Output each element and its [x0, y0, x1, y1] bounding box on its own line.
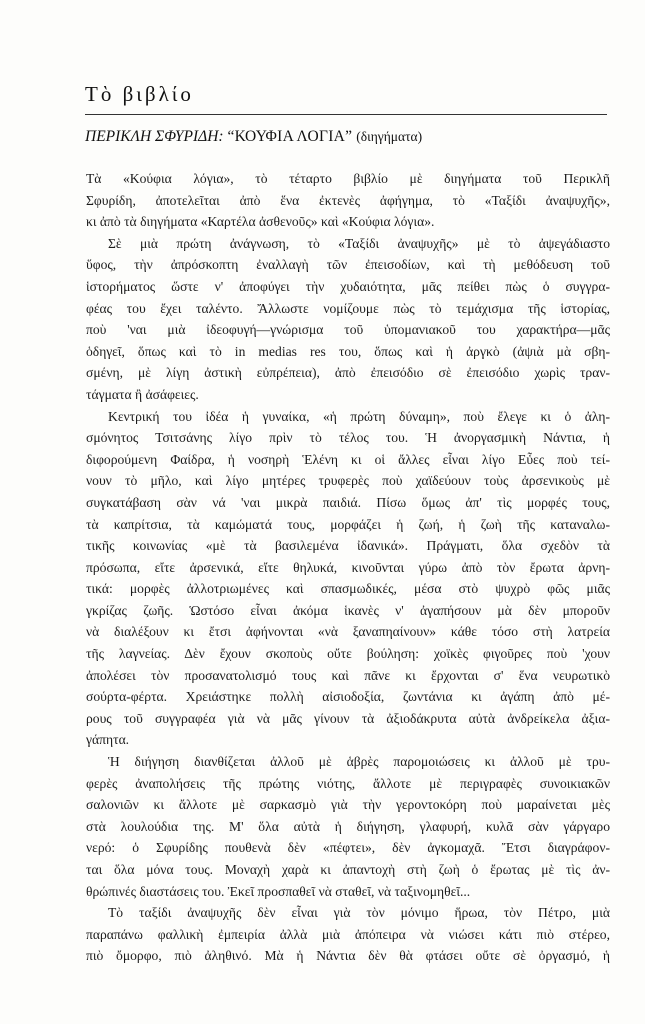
text-line: πιὸ ὄμορφο, πιὸ ἀληθινό. Μὰ ἡ Νάντια δὲν θὰ φτάσει οὔτε σὲ ὀργασμό, ἡ	[86, 948, 610, 964]
text-line: τῆς λαγνείας. Δὲν ἔχουν σκοποὺς οὔτε βούληση: χοϊκὲς φιγοῦρες ποὺ 'χουν	[86, 646, 610, 662]
section-title: Τὸ βιβλίο	[85, 82, 194, 106]
review-body	[86, 168, 610, 967]
text-line: Ἡ διήγηση διανθίζεται ἀλλοῦ μὲ ἁβρὲς παρομοιώσεις κι ἀλλοῦ μὲ τρυ-	[108, 754, 610, 770]
text-line: νὰ διαλέξουν κι ἔτσι ἀφήνονται «νὰ ξαναπηαίνουν» κάθε τόσο στὴ λατρεία	[86, 624, 610, 640]
text-line: Τὸ ταξίδι ἀναψυχῆς δὲν εἶναι γιὰ τὸν μόνιμο ἥρωα, τὸν Πέτρο, μιὰ	[108, 905, 610, 921]
text-line: τὰ καπρίτσια, τὰ καμώματά τους, μορφάζει ἡ ζωή, ἡ ζωὴ τῆς καταναλω-	[86, 516, 610, 532]
text-line: νερό: ὁ Σφυρίδης πουθενὰ δὲν «πέφτει», δὲν ἀγκομαχᾶ. Ἔτσι διαγράφον-	[86, 840, 610, 856]
text-line: παραπάνω φαλλικὴ ἐμπειρία ἀλλὰ μιὰ ἀπόπειρα νὰ νιώσει κάτι πιὸ στέρεο,	[86, 926, 610, 942]
text-line: σούρτα-φέρτα. Χρειάστηκε πολλὴ αἰσιοδοξία, ζωντάνια κι ἀγάπη ἀπὸ μέ-	[86, 689, 610, 705]
review-heading	[85, 128, 607, 146]
text-line: ποὺ 'ναι μιὰ ἰδεοφυγή—γνώρισμα τοῦ ὑπομανιακοῦ του χαρακτήρα—μᾶς	[86, 322, 610, 338]
text-line: ὕφος, τὴν ἀπρόσκοπτη ἐναλλαγὴ τῶν ἐπεισοδίων, καὶ τὴ μεθόδευση τοῦ	[86, 257, 610, 273]
text-line: Σφυρίδη, ἀποτελεῖται ἀπὸ ἕνα ἐκτενὲς ἀφήγημα, τὸ «Ταξίδι ἀναψυχῆς»,	[86, 192, 610, 208]
text-line: στὰ λουλούδια της. Μ' ὅλα αὐτὰ ἡ διήγηση, γλαφυρή, κυλᾶ σὰν γάργαρο	[86, 818, 610, 834]
text-line: κι ἀπὸ τὰ διηγήματα «Καρτέλα ἀσθενοῦς» καὶ «Κούφια λόγια».	[86, 214, 435, 230]
text-line: τικά: μορφὲς ἀλλοτριωμένες καὶ σπασμωδικές, μέσα στὸ ψυχρὸ φῶς μιᾶς	[86, 581, 610, 597]
text-line: ται ὅλα μόνα τους. Μοναχὴ χαρὰ κι ἀπαντοχὴ στὴ ζωὴ ὁ ἔρωτας μὲ τὶς ἀν-	[86, 862, 610, 877]
text-line: πρόσωπα, εἴτε ἀρσενικά, εἴτε θηλυκά, κινοῦνται γύρω ἀπὸ τὸν ἔρωτα ἀρνη-	[86, 559, 610, 575]
text-line: σμόνητος Τσιτσάνης λίγο πρὶν τὸ τέλος του. Ἡ ἀνοργασμικὴ Νάντια, ἡ	[86, 430, 610, 446]
text-line: φερὲς ἀναπολήσεις τῆς πρώτης νιότης, ἄλλοτε μὲ περιγραφὲς συνοικιακῶν	[86, 775, 610, 791]
text-line: φέας του ἔχει ταλέντο. Ἄλλωστε νομίζουμε πὼς τὸ τεμάχισμα τῆς ἱστορίας,	[86, 300, 610, 316]
text-line: ὁδηγεῖ, ὅπως καὶ τὸ in medias res του, ὅπως καὶ ἡ ἀργκὸ (ἀψιὰ μὰ σβη-	[86, 343, 610, 359]
text-line: γκρίζας ζωῆς. Ὡστόσο εἶναι ἀκόμα ἱκανὲς ν' ἀγαπήσουν μὰ δὲν μποροῦν	[86, 602, 610, 618]
text-line: Κεντρική του ἰδέα ἡ γυναίκα, «ἡ πρώτη δύναμη», ποὺ ἔλεγε κι ὁ ἀλη-	[108, 408, 610, 424]
text-line: σμένη, μὲ λίγη ἀστικὴ εὐπρέπεια), ἀπὸ ἐπεισόδιο σὲ ἐπεισόδιο χωρὶς τραν-	[86, 365, 610, 381]
text-line: τικῆς κοινωνίας «μὲ τὰ βασιλεμένα ἰδανικά». Πράγματι, ὅλα σχεδὸν τὰ	[86, 538, 610, 554]
text-line: γάπητα.	[86, 732, 130, 748]
text-line: διφορούμενη Φαίδρα, ἡ νοσηρὴ Ἑλένη κι οἱ ἄλλες εἶναι λίγο Εὖες ποὺ τεί-	[86, 451, 610, 467]
author-name: ΠΕΡΙΚΛΗ ΣΦΥΡΙΔΗ:	[85, 128, 224, 145]
text-line: νουν τὸ μῆλο, καὶ λίγο μητέρες τρυφερὲς ποὺ χαϊδεύουν τοὺς ἀρσενικοὺς μὲ	[86, 473, 610, 489]
text-line: σαλονιῶν κι ἄλλοτε μὲ σαρκασμὸ γιὰ τὴν γεροντοκόρη ποὺ μαραίνεται μὲς	[86, 797, 610, 813]
section-header	[85, 80, 607, 115]
text-line: Τὰ «Κούφια λόγια», τὸ τέταρτο βιβλίο μὲ διηγήματα τοῦ Περικλῆ	[86, 171, 610, 186]
text-line: συγκατάβαση σὰν νά 'ναι μικρὰ παιδιά. Πίσω ὅμως ἀπ' τὶς μορφές τους,	[86, 494, 610, 510]
text-line: θρώπινές διαστάσεις του. Ἐκεῖ προσπαθεῖ νὰ σταθεῖ, νὰ ταξινομηθεῖ...	[86, 883, 471, 899]
text-line: ἱστορήματος ὥστε ν' ἀποφύγει τὴν χυδαιότητα, μᾶς πείθει πὼς ὁ συγγρα-	[86, 278, 610, 294]
book-genre: (διηγήματα)	[356, 129, 423, 144]
book-title: “ΚΟΥΦΙΑ ΛΟΓΙΑ”	[227, 128, 353, 145]
text-line: ρους τοῦ συγγραφέα γιὰ νὰ μᾶς γίνουν τὰ ἀξιοδάκρυτα αὐτὰ ἀνδρείκελα ἀξια-	[86, 710, 610, 726]
text-line: Σὲ μιὰ πρώτη ἀνάγνωση, τὸ «Ταξίδι ἀναψυχῆς» μὲ τὸ ἀψεγάδιαστο	[108, 235, 610, 251]
text-line: τάγματα ἢ ἀσάφειες.	[86, 386, 199, 402]
text-line: ἀπολέσει τὸν προσανατολισμό τους καὶ πᾶνε κι ἔρχονται σ' ἕνα νευρωτικὸ	[86, 667, 610, 683]
